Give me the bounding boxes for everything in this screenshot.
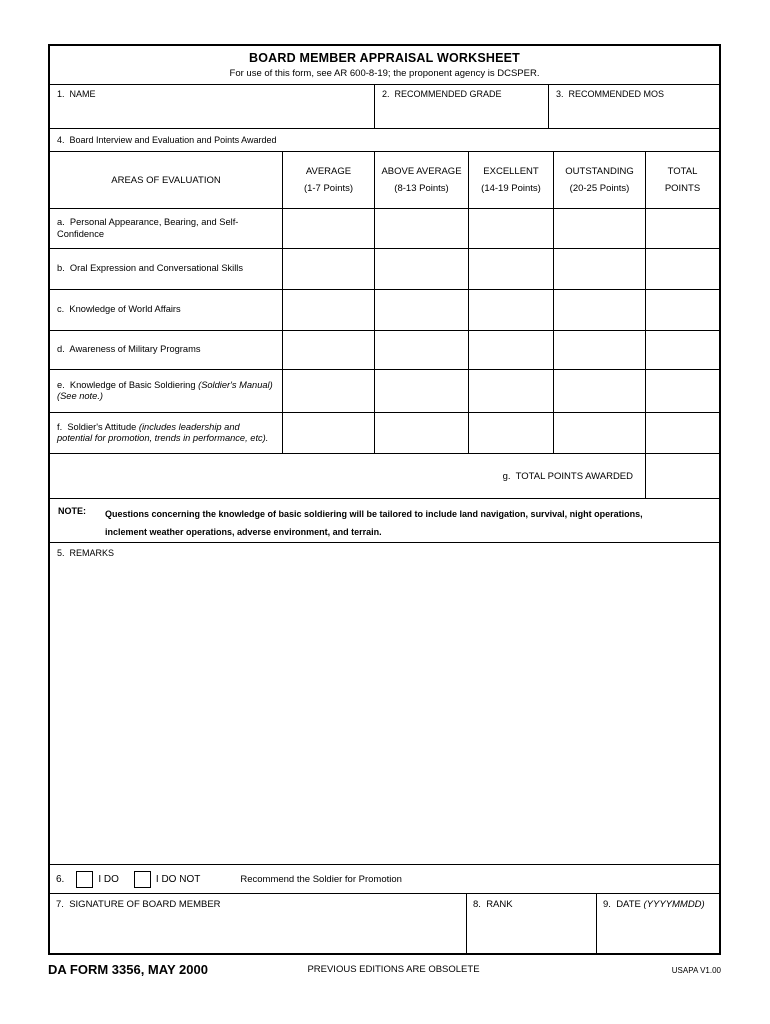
row-b-label: b. Oral Expression and Conversational Skills (50, 249, 283, 289)
rating-cell-a-average[interactable] (283, 209, 375, 248)
total-points-column-header: TOTAL POINTS (664, 166, 701, 194)
section4-title: 4. Board Interview and Evaluation and Points Awarded (57, 135, 277, 145)
identity-row (50, 85, 719, 129)
date-label: 9. DATE (603, 899, 644, 910)
recommended-grade-field[interactable] (375, 85, 549, 128)
total-cell-a[interactable] (646, 209, 719, 248)
above-average-column-header: ABOVE AVERAGE (8-13 Points) (375, 152, 469, 208)
rank-label: 8. RANK (473, 899, 513, 910)
table-row-a (50, 209, 719, 249)
form-title: BOARD MEMBER APPRAISAL WORKSHEET (249, 51, 520, 65)
item6-number: 6. (56, 873, 65, 885)
rating-cell-f-outstanding[interactable] (554, 413, 646, 453)
total-cell-e[interactable] (646, 370, 719, 412)
recommendation-row (50, 865, 719, 894)
total-points-label-area (50, 454, 646, 498)
table-row-b (50, 249, 719, 290)
evaluation-table-header (50, 152, 719, 209)
signature-label: 7. SIGNATURE OF BOARD MEMBER (56, 899, 221, 910)
note-label: NOTE: (58, 506, 86, 516)
rating-cell-f-excellent[interactable] (469, 413, 554, 453)
rating-cell-c-outstanding[interactable] (554, 290, 646, 330)
row-e-label: e. Knowledge of Basic Soldiering (Soldier's Manual) (See note.) (50, 370, 283, 412)
rating-cell-d-above-average[interactable] (375, 331, 469, 369)
recommend-text: Recommend the Soldier for Promotion (240, 873, 402, 885)
rating-cell-d-excellent[interactable] (469, 331, 554, 369)
form-header (50, 46, 719, 85)
rating-cell-d-outstanding[interactable] (554, 331, 646, 369)
name-label: 1. NAME (57, 89, 96, 99)
i-do-not-label: I DO NOT (155, 873, 201, 885)
name-field[interactable] (50, 85, 375, 128)
rating-cell-d-average[interactable] (283, 331, 375, 369)
recommended-mos-label: 3. RECOMMENDED MOS (556, 89, 665, 99)
rating-cell-a-outstanding[interactable] (554, 209, 646, 248)
table-row-e (50, 370, 719, 413)
appraisal-worksheet-form (48, 44, 721, 955)
recommended-grade-label: 2. RECOMMENDED GRADE (382, 89, 502, 99)
rating-cell-c-above-average[interactable] (375, 290, 469, 330)
recommended-mos-field[interactable] (549, 85, 719, 128)
rating-cell-a-excellent[interactable] (469, 209, 554, 248)
total-points-label: g. TOTAL POINTS AWARDED (502, 470, 633, 482)
excellent-column-header: EXCELLENT (14-19 Points) (469, 152, 554, 208)
rating-cell-e-average[interactable] (283, 370, 375, 412)
total-cell-c[interactable] (646, 290, 719, 330)
rating-cell-e-above-average[interactable] (375, 370, 469, 412)
outstanding-column-header: OUTSTANDING (20-25 Points) (554, 152, 646, 208)
remarks-label: 5. REMARKS (57, 548, 115, 558)
total-cell-b[interactable] (646, 249, 719, 289)
date-field[interactable] (597, 894, 719, 953)
rating-cell-b-excellent[interactable] (469, 249, 554, 289)
rating-cell-f-average[interactable] (283, 413, 375, 453)
editions-note: PREVIOUS EDITIONS ARE OBSOLETE (307, 964, 480, 975)
average-column-header: AVERAGE (1-7 Points) (283, 152, 375, 208)
form-number: DA FORM 3356, MAY 2000 (48, 962, 208, 977)
form-instruction: For use of this form, see AR 600-8-19; the proponent agency is DCSPER. (229, 68, 540, 79)
table-row-c (50, 290, 719, 331)
rating-cell-b-above-average[interactable] (375, 249, 469, 289)
table-row-f (50, 413, 719, 454)
note-text: Questions concerning the knowledge of basic soldiering will be tailored to include land navigation, survival, night operations, inclement weather operations, adverse environment, and terrain. (105, 509, 643, 537)
rating-cell-b-average[interactable] (283, 249, 375, 289)
areas-of-evaluation-header: AREAS OF EVALUATION (50, 152, 283, 208)
rating-cell-f-above-average[interactable] (375, 413, 469, 453)
signature-row (50, 894, 719, 953)
total-points-row (50, 454, 719, 499)
total-cell-f[interactable] (646, 413, 719, 453)
total-cell-d[interactable] (646, 331, 719, 369)
rating-cell-b-outstanding[interactable] (554, 249, 646, 289)
form-footer (48, 960, 721, 980)
i-do-label: I DO (98, 873, 119, 885)
section4-header (50, 129, 719, 152)
total-points-awarded-cell[interactable] (646, 454, 719, 498)
i-do-checkbox[interactable] (76, 871, 93, 888)
i-do-not-checkbox[interactable] (134, 871, 151, 888)
signature-field[interactable] (50, 894, 467, 953)
table-row-d (50, 331, 719, 370)
row-d-label: d. Awareness of Military Programs (50, 331, 283, 369)
date-format: (YYYYMMDD) (643, 899, 705, 910)
rating-cell-e-outstanding[interactable] (554, 370, 646, 412)
note-section (50, 499, 719, 543)
remarks-area[interactable] (50, 543, 719, 865)
row-f-label: f. Soldier's Attitude (includes leadership and potential for promotion, trends in performance, etc). (50, 413, 283, 453)
row-a-label: a. Personal Appearance, Bearing, and Self-Confidence (50, 209, 283, 248)
rating-cell-e-excellent[interactable] (469, 370, 554, 412)
rating-cell-c-average[interactable] (283, 290, 375, 330)
rating-cell-c-excellent[interactable] (469, 290, 554, 330)
version-label: USAPA V1.00 (671, 966, 721, 975)
rank-field[interactable] (467, 894, 597, 953)
rating-cell-a-above-average[interactable] (375, 209, 469, 248)
row-c-label: c. Knowledge of World Affairs (50, 290, 283, 330)
